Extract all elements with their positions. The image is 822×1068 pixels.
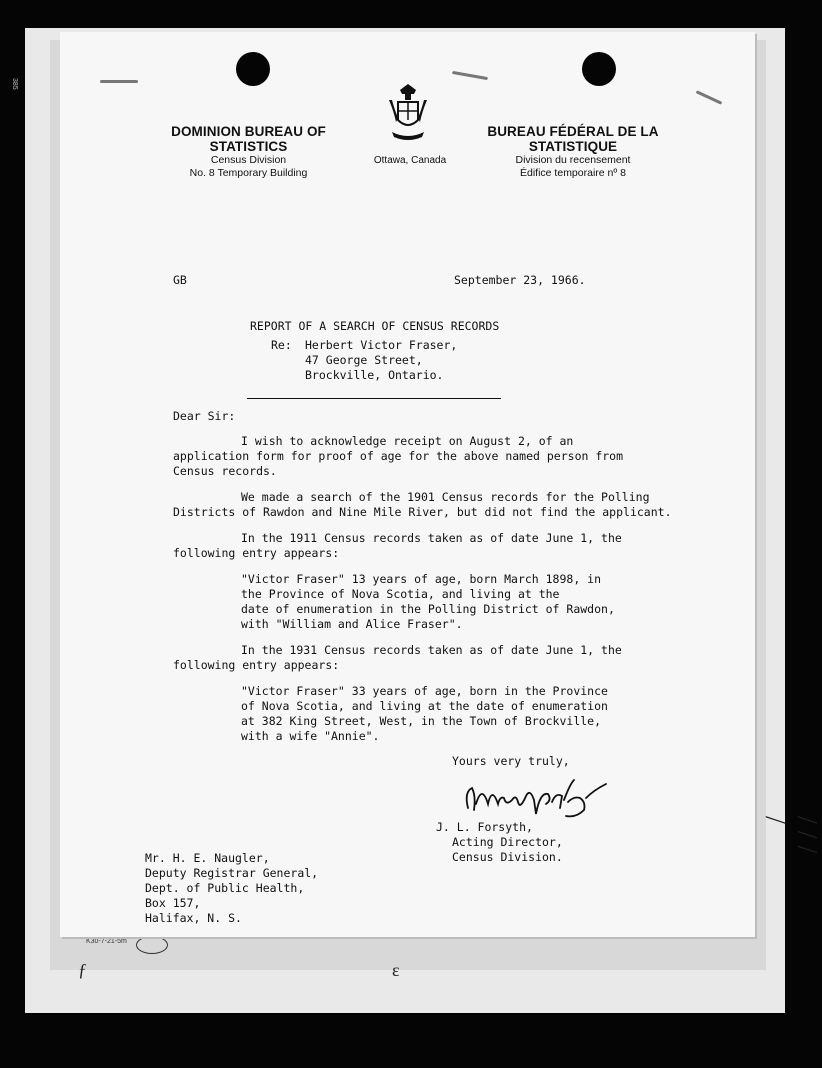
- recipient-line: Box 157,: [145, 896, 201, 910]
- building-en: No. 8 Temporary Building: [189, 167, 308, 179]
- paragraph-line: I wish to acknowledge receipt on August 2, of an: [241, 434, 574, 448]
- paragraph-line: following entry appears:: [173, 546, 340, 560]
- handwritten-marks: ɛ: [392, 960, 400, 980]
- punch-hole-icon: [236, 52, 270, 86]
- quote-line: of Nova Scotia, and living at the date of enumeration: [241, 699, 608, 713]
- bureau-name-en: DOMINION BUREAU OF STATISTICS: [171, 124, 326, 154]
- bureau-name-fr: BUREAU FÉDÉRAL DE LA STATISTIQUE: [487, 124, 659, 154]
- handwritten-signature: [456, 774, 611, 824]
- coat-of-arms-icon: [386, 82, 430, 144]
- re-label: Re:: [271, 338, 292, 352]
- seal-stamp-icon: [136, 936, 168, 954]
- recipient-line: Halifax, N. S.: [145, 911, 242, 925]
- paragraph-line: We made a search of the 1901 Census records for the Polling: [241, 490, 650, 504]
- paragraph-line: In the 1931 Census records taken as of date June 1, the: [241, 643, 622, 657]
- signer-title: Acting Director,: [452, 835, 563, 849]
- city-label: Ottawa, Canada: [373, 155, 447, 166]
- division-en: Census Division: [210, 154, 287, 166]
- paragraph-line: Census records.: [173, 464, 277, 478]
- re-address-line: Brockville, Ontario.: [305, 368, 444, 382]
- paragraph-line: Districts of Rawdon and Nine Mile River, but did not find the applicant.: [173, 505, 672, 519]
- division-fr: Division du recensement: [515, 154, 631, 166]
- quote-line: date of enumeration in the Polling District of Rawdon,: [241, 602, 615, 616]
- handwritten-side-marks: / / / /: [759, 816, 822, 854]
- recipient-line: Mr. H. E. Naugler,: [145, 851, 270, 865]
- letterhead-english: [136, 124, 361, 180]
- handwritten-marks: ƒ: [78, 960, 87, 980]
- form-code: K30-7-21-5m: [86, 938, 127, 945]
- quote-line: "Victor Fraser" 33 years of age, born in the Province: [241, 684, 608, 698]
- signer-name: J. L. Forsyth,: [436, 820, 533, 834]
- quote-line: the Province of Nova Scotia, and living at the: [241, 587, 560, 601]
- re-address-line: 47 George Street,: [305, 353, 423, 367]
- letter-page: [60, 32, 755, 937]
- paragraph-line: following entry appears:: [173, 658, 340, 672]
- quote-line: with "William and Alice Fraser".: [241, 617, 463, 631]
- quote-line: "Victor Fraser" 13 years of age, born March 1898, in: [241, 572, 602, 586]
- letter-date: September 23, 1966.: [454, 273, 586, 287]
- paragraph-line: application form for proof of age for the above named person from: [173, 449, 624, 463]
- signer-division: Census Division.: [452, 850, 563, 864]
- salutation: Dear Sir:: [173, 409, 236, 423]
- initials: GB: [173, 273, 187, 287]
- staple-icon: [100, 80, 138, 83]
- staple-icon: [452, 71, 488, 80]
- closing: Yours very truly,: [452, 754, 570, 768]
- staple-icon: [696, 90, 723, 105]
- punch-hole-icon: [582, 52, 616, 86]
- divider: [247, 398, 501, 399]
- quote-line: at 382 King Street, West, in the Town of Brockville,: [241, 714, 602, 728]
- quote-line: with a wife "Annie".: [241, 729, 380, 743]
- side-number: 385: [11, 78, 18, 90]
- building-fr: Édifice temporaire nº 8: [520, 167, 626, 179]
- re-name: Herbert Victor Fraser,: [305, 338, 458, 352]
- recipient-line: Deputy Registrar General,: [145, 866, 319, 880]
- paragraph-line: In the 1911 Census records taken as of date June 1, the: [241, 531, 622, 545]
- recipient-line: Dept. of Public Health,: [145, 881, 305, 895]
- letterhead-french: [458, 124, 688, 180]
- report-title: REPORT OF A SEARCH OF CENSUS RECORDS: [250, 319, 500, 333]
